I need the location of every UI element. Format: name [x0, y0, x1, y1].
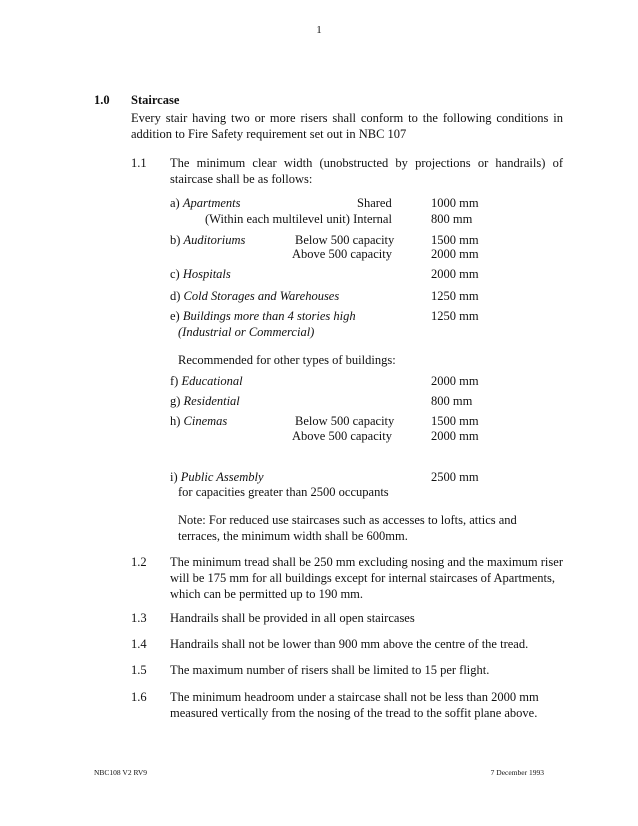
row-auditoriums-cond1: Below 500 capacity [295, 233, 395, 247]
clause-text-1-4: Handrails shall not be lower than 900 mm above the centre of the tread. [170, 637, 529, 651]
row-apartments-sub: (Within each multilevel unit) Internal [205, 212, 392, 226]
row-auditoriums: b) Auditoriums [170, 233, 246, 247]
recommended-heading: Recommended for other types of buildings: [178, 353, 396, 367]
section-title: Staircase [131, 93, 180, 107]
row-buildings: e) Buildings more than 4 stories high [170, 309, 356, 323]
clause-number-1-3: 1.3 [131, 611, 147, 625]
row-buildings-sub: (Industrial or Commercial) [178, 325, 315, 339]
clause-text-1-3: Handrails shall be provided in all open staircases [170, 611, 415, 625]
row-cinemas-val1: 1500 mm [431, 414, 479, 428]
clause-text-1-6: The minimum headroom under a staircase shall not be less than 2000 mm measured vertically from the nosing of the tread to the soffit plane above. [170, 690, 539, 720]
row-auditoriums-cond2: Above 500 capacity [292, 247, 392, 261]
row-apartments: a) Apartments [170, 196, 241, 210]
row-residential: g) Residential [170, 394, 240, 408]
clause-number-1-1: 1.1 [131, 156, 147, 170]
row-cinemas-val2: 2000 mm [431, 429, 479, 443]
row-cold-storages-val: 1250 mm [431, 289, 479, 303]
row-buildings-val: 1250 mm [431, 309, 479, 323]
row-public-assembly: i) Public Assembly [170, 470, 264, 484]
row-public-assembly-sub: for capacities greater than 2500 occupants [178, 485, 389, 499]
row-cinemas-cond2: Above 500 capacity [292, 429, 392, 443]
clause-number-1-2: 1.2 [131, 555, 147, 569]
row-auditoriums-val1: 1500 mm [431, 233, 479, 247]
row-public-assembly-val: 2500 mm [431, 470, 479, 484]
clause-number-1-6: 1.6 [131, 690, 147, 704]
row-cinemas-cond1: Below 500 capacity [295, 414, 395, 428]
row-cold-storages: d) Cold Storages and Warehouses [170, 289, 340, 303]
footer-doc-ref: NBC108 V2 RV9 [94, 768, 148, 777]
width-note: Note: For reduced use staircases such as accesses to lofts, attics and terraces, the minimum width shall be 600mm. [178, 513, 517, 543]
page-number: 1 [316, 24, 322, 36]
section-number: 1.0 [94, 93, 110, 107]
row-hospitals-val: 2000 mm [431, 267, 479, 281]
footer-date: 7 December 1993 [490, 768, 544, 777]
row-cinemas: h) Cinemas [170, 414, 228, 428]
row-residential-val: 800 mm [431, 394, 473, 408]
clause-number-1-5: 1.5 [131, 663, 147, 677]
row-auditoriums-val2: 2000 mm [431, 247, 479, 261]
clause-text-1-1: The minimum clear width (unobstructed by projections or handrails) of staircase shall be as follows: [170, 156, 563, 186]
row-hospitals: c) Hospitals [170, 267, 231, 281]
clause-text-1-2: The minimum tread shall be 250 mm excluding nosing and the maximum riser will be 175 mm for all buildings except for internal staircases of Apartments, which can be permitted up to 190 mm. [170, 555, 563, 601]
row-educational: f) Educational [170, 374, 243, 388]
row-educational-val: 2000 mm [431, 374, 479, 388]
row-apartments-cond1: Shared [357, 196, 392, 210]
section-intro: Every stair having two or more risers shall conform to the following conditions in addition to Fire Safety requirement set out in NBC 107 [131, 111, 563, 141]
row-apartments-val2: 800 mm [431, 212, 473, 226]
clause-text-1-5: The maximum number of risers shall be limited to 15 per flight. [170, 663, 490, 677]
clause-number-1-4: 1.4 [131, 637, 147, 651]
row-apartments-val1: 1000 mm [431, 196, 479, 210]
